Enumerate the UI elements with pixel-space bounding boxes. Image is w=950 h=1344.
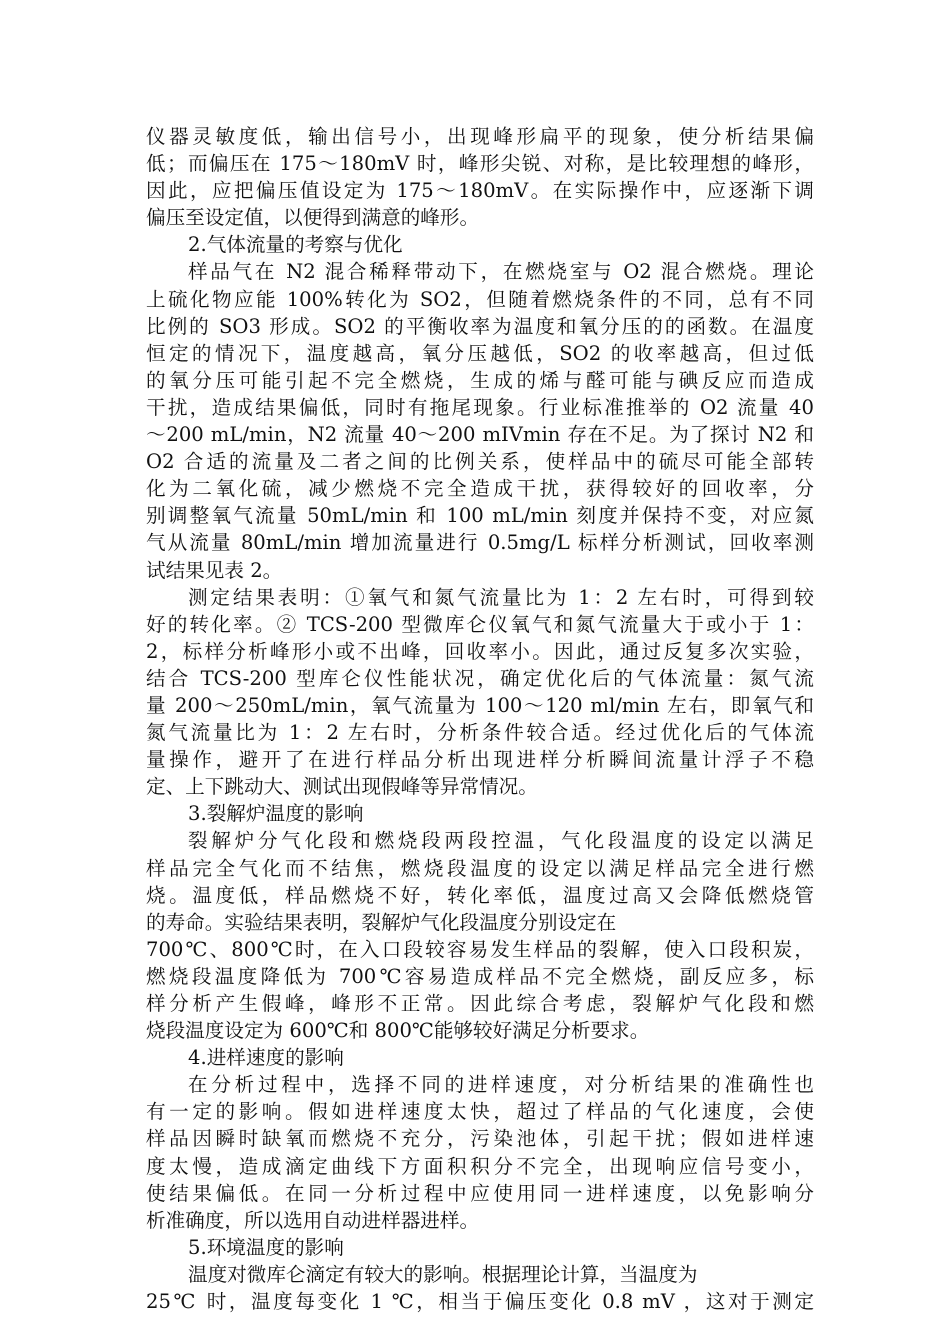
text-line: 样品完全气化而不结焦，燃烧段温度的设定以满足样品完全进行燃: [146, 856, 814, 880]
text-line: 烧。温度低，样品燃烧不好，转化率低，温度过高又会降低燃烧管: [146, 883, 814, 907]
section-heading: 2.气体流量的考察与优化: [188, 233, 403, 257]
text-line: 的寿命。实验结果表明，裂解炉气化段温度分别设定在: [146, 910, 617, 934]
text-line: 样分析产生假峰，峰形不正常。因此综合考虑，裂解炉气化段和燃: [146, 992, 814, 1015]
text-line: 结合 TCS-200 型库仑仪性能状况，确定优化后的气体流量：氮气流: [146, 666, 814, 690]
text-line: ～200 mL/min，N2 流量 40～200 mIVmin 存在不足。为了探讨 N2 和: [146, 423, 814, 447]
text-line: 样品因瞬时缺氧而燃烧不充分，污染池体，引起干扰；假如进样速: [146, 1127, 814, 1151]
text-line: 温度对微库仑滴定有较大的影响。根据理论计算，当温度为: [188, 1262, 698, 1286]
text-line: 恒定的情况下，温度越高，氧分压越低，SO2 的收率越高，但过低: [146, 341, 814, 365]
section-heading: 5.环境温度的影响: [188, 1235, 344, 1259]
text-line: 比例的 SO3 形成。SO2 的平衡收率为温度和氧分压的的函数。在温度: [146, 314, 814, 338]
text-line: 测定结果表明：①氧气和氮气流量比为 1：2 左右时，可得到较: [188, 585, 814, 609]
text-line: 氮气流量比为 1：2 左右时，分析条件较合适。经过优化后的气体流: [146, 721, 814, 745]
section-heading: 4.进样速度的影响: [188, 1046, 344, 1070]
text-line: 度太慢，造成滴定曲线下方面积积分不完全，出现响应信号变小，: [146, 1154, 814, 1178]
text-line: 在分析过程中，选择不同的进样速度，对分析结果的准确性也: [188, 1073, 814, 1097]
text-line: 仪器灵敏度低，输出信号小，出现峰形扁平的现象，使分析结果偏: [146, 125, 814, 148]
text-line: 试结果见表 2。: [146, 558, 283, 582]
text-line: 量操作，避开了在进行样品分析出现进样分析瞬间流量计浮子不稳: [146, 748, 814, 772]
text-line: 的氧分压可能引起不完全燃烧，生成的烯与醛可能与碘反应而造成: [146, 368, 814, 392]
text-line: 量 200～250mL/min，氧气流量为 100～120 ml/min 左右，即氧气和: [146, 693, 814, 717]
text-line: 偏压至设定值，以便得到满意的峰形。: [146, 206, 480, 230]
text-line: 气从流量 80mL/min 增加流量进行 0.5mg/L 标样分析测试，回收率测: [146, 531, 814, 555]
text-line: 裂解炉分气化段和燃烧段两段控温，气化段温度的设定以满足: [188, 829, 814, 853]
text-line: 有一定的影响。假如进样速度太快，超过了样品的气化速度，会使: [146, 1100, 814, 1124]
text-line: 燃烧段温度降低为 700℃容易造成样品不完全燃烧，副反应多，标: [146, 964, 814, 988]
text-line: 析准确度，所以选用自动进样器进样。: [146, 1208, 480, 1232]
section-heading: 3.裂解炉温度的影响: [188, 802, 364, 826]
text-line: 25℃ 时，温度每变化 1 ℃，相当于偏压变化 0.8 mV ，这对于测定: [146, 1290, 814, 1314]
text-line: 化为二氧化硫，减少燃烧不完全造成干扰，获得较好的回收率，分: [146, 477, 814, 501]
text-line: 700℃、800℃时，在入口段较容易发生样品的裂解，使入口段积炭，: [146, 937, 814, 961]
text-line: 干扰，造成结果偏低，同时有拖尾现象。行业标准推举的 O2 流量 40: [146, 395, 814, 419]
text-line: O2 合适的流量及二者之间的比例关系，使样品中的硫尽可能全部转: [146, 450, 814, 474]
text-line: 别调整氧气流量 50mL/min 和 100 mL/min 刻度并保持不变，对应氮: [146, 504, 814, 528]
text-line: 定、上下跳动大、测试出现假峰等异常情况。: [146, 775, 538, 799]
text-line: 2，标样分析峰形小或不出峰，回收率小。因此，通过反复多次实验，: [146, 639, 814, 663]
text-line: 上硫化物应能 100%转化为 SO2，但随着燃烧条件的不同，总有不同: [146, 287, 814, 311]
text-line: 因此，应把偏压值设定为 175～180mV。在实际操作中，应逐渐下调: [146, 179, 814, 203]
document-page: [146, 123, 814, 1315]
text-line: 使结果偏低。在同一分析过程中应使用同一进样速度，以免影响分: [146, 1181, 814, 1205]
text-line: 样品气在 N2 混合稀释带动下，在燃烧室与 O2 混合燃烧。理论: [188, 260, 814, 284]
text-line: 烧段温度设定为 600℃和 800℃能够较好满足分析要求。: [146, 1019, 650, 1043]
text-line: 好的转化率。② TCS-200 型微库仑仪氧气和氮气流量大于或小于 1：: [146, 612, 814, 636]
text-line: 低；而偏压在 175～180mV 时，峰形尖锐、对称，是比较理想的峰形，: [146, 152, 814, 176]
